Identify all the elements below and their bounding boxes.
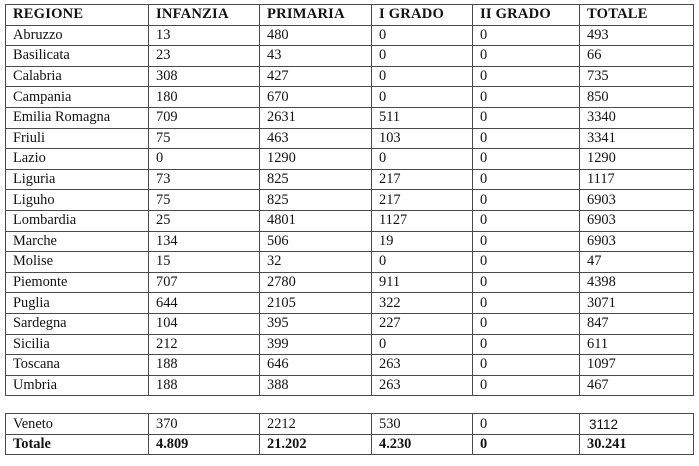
cell-i-grado: 322 [372,293,473,314]
total-infanzia: 4.809 [149,434,260,455]
cell-totale: 735 [580,66,694,87]
cell-i-grado: 217 [372,190,473,211]
cell-totale: 3071 [580,293,694,314]
cell-totale: 3112 [580,414,694,435]
cell-i-grado: 1127 [372,210,473,231]
cell-regione: Friuli [6,128,149,149]
cell-primaria: 388 [260,375,372,396]
cell-regione: Lombardia [6,210,149,231]
table-row [6,66,694,87]
total-totale: 30.241 [580,434,694,455]
cell-infanzia: 188 [149,355,260,376]
cell-infanzia: 75 [149,190,260,211]
cell-regione: Calabria [6,66,149,87]
cell-ii-grado: 0 [473,169,580,190]
table-row [6,252,694,273]
cell-infanzia: 188 [149,375,260,396]
cell-ii-grado: 0 [473,334,580,355]
cell-primaria: 2631 [260,107,372,128]
table-row [6,231,694,252]
cell-primaria: 646 [260,355,372,376]
cell-ii-grado: 0 [473,293,580,314]
cell-i-grado: 263 [372,375,473,396]
cell-totale: 47 [580,252,694,273]
cell-infanzia: 15 [149,252,260,273]
cell-totale: 850 [580,87,694,108]
table-row [6,293,694,314]
cell-totale: 4398 [580,272,694,293]
table-row [6,169,694,190]
cell-i-grado: 511 [372,107,473,128]
cell-totale: 493 [580,25,694,46]
region-schools-table-container [5,4,693,455]
table-row [6,149,694,170]
cell-i-grado: 227 [372,313,473,334]
cell-infanzia: 709 [149,107,260,128]
cell-infanzia: 0 [149,149,260,170]
cell-i-grado: 0 [372,25,473,46]
cell-ii-grado: 0 [473,66,580,87]
cell-regione: Veneto [6,414,149,435]
cell-i-grado: 0 [372,334,473,355]
table-row [6,334,694,355]
cell-primaria: 399 [260,334,372,355]
header-regione: REGIONE [6,5,149,26]
cell-totale: 6903 [580,231,694,252]
spacer-row [6,396,694,414]
table-row [6,128,694,149]
cell-ii-grado: 0 [473,46,580,67]
cell-totale: 6903 [580,210,694,231]
cell-ii-grado: 0 [473,25,580,46]
cell-i-grado: 0 [372,87,473,108]
cell-totale: 847 [580,313,694,334]
cell-totale: 3340 [580,107,694,128]
cell-primaria: 1290 [260,149,372,170]
cell-ii-grado: 0 [473,190,580,211]
spacer-cell [6,396,149,414]
cell-ii-grado: 0 [473,252,580,273]
cell-primaria: 2780 [260,272,372,293]
cell-i-grado: 530 [372,414,473,435]
cell-infanzia: 75 [149,128,260,149]
cell-totale: 1290 [580,149,694,170]
cell-ii-grado: 0 [473,414,580,435]
cell-ii-grado: 0 [473,149,580,170]
cell-i-grado: 263 [372,355,473,376]
header-infanzia: INFANZIA [149,5,260,26]
cell-i-grado: 0 [372,149,473,170]
cell-primaria: 2212 [260,414,372,435]
cell-primaria: 427 [260,66,372,87]
cell-regione: Marche [6,231,149,252]
spacer-cell [372,396,473,414]
total-primaria: 21.202 [260,434,372,455]
cell-totale: 1117 [580,169,694,190]
cell-infanzia: 104 [149,313,260,334]
cell-infanzia: 644 [149,293,260,314]
cell-primaria: 43 [260,46,372,67]
cell-i-grado: 0 [372,66,473,87]
table-row-totale [6,434,694,455]
cell-i-grado: 19 [372,231,473,252]
total-ii-grado: 0 [473,434,580,455]
cell-infanzia: 23 [149,46,260,67]
cell-regione: Abruzzo [6,25,149,46]
header-ii-grado: II GRADO [473,5,580,26]
cell-i-grado: 217 [372,169,473,190]
cell-primaria: 463 [260,128,372,149]
cell-ii-grado: 0 [473,375,580,396]
cell-primaria: 825 [260,190,372,211]
spacer-cell [580,396,694,414]
cell-i-grado: 103 [372,128,473,149]
table-row [6,210,694,231]
cell-infanzia: 134 [149,231,260,252]
spacer-cell [473,396,580,414]
cell-ii-grado: 0 [473,272,580,293]
cell-infanzia: 707 [149,272,260,293]
spacer-cell [149,396,260,414]
cell-primaria: 32 [260,252,372,273]
cell-primaria: 480 [260,25,372,46]
cell-regione: Lazio [6,149,149,170]
table-row [6,313,694,334]
cell-regione: Basilicata [6,46,149,67]
header-totale: TOTALE [580,5,694,26]
cell-ii-grado: 0 [473,231,580,252]
table-row [6,25,694,46]
table-row [6,355,694,376]
cell-totale: 611 [580,334,694,355]
cell-infanzia: 212 [149,334,260,355]
cell-ii-grado: 0 [473,355,580,376]
total-i-grado: 4.230 [372,434,473,455]
cell-regione: Sardegna [6,313,149,334]
cell-regione: Piemonte [6,272,149,293]
cell-primaria: 825 [260,169,372,190]
cell-infanzia: 13 [149,25,260,46]
cell-i-grado: 0 [372,252,473,273]
cell-regione: Liguria [6,169,149,190]
cell-infanzia: 25 [149,210,260,231]
table-row [6,87,694,108]
cell-totale: 3341 [580,128,694,149]
cell-infanzia: 73 [149,169,260,190]
cell-primaria: 395 [260,313,372,334]
table-row [6,190,694,211]
cell-ii-grado: 0 [473,87,580,108]
cell-totale: 6903 [580,190,694,211]
cell-regione: Campania [6,87,149,108]
cell-primaria: 670 [260,87,372,108]
cell-infanzia: 370 [149,414,260,435]
cell-totale: 66 [580,46,694,67]
cell-infanzia: 180 [149,87,260,108]
cell-regione: Emilia Romagna [6,107,149,128]
cell-i-grado: 911 [372,272,473,293]
header-primaria: PRIMARIA [260,5,372,26]
table-row [6,272,694,293]
cell-regione: Umbria [6,375,149,396]
total-label: Totale [6,434,149,455]
header-row [6,5,694,26]
cell-regione: Liguho [6,190,149,211]
table-row [6,107,694,128]
table-row [6,375,694,396]
spacer-cell [260,396,372,414]
region-schools-table [5,4,694,455]
cell-infanzia: 308 [149,66,260,87]
cell-i-grado: 0 [372,46,473,67]
header-i-grado: I GRADO [372,5,473,26]
cell-regione: Puglia [6,293,149,314]
cell-primaria: 506 [260,231,372,252]
cell-totale: 467 [580,375,694,396]
table-row-veneto [6,414,694,435]
cell-regione: Sicilia [6,334,149,355]
cell-ii-grado: 0 [473,107,580,128]
cell-ii-grado: 0 [473,210,580,231]
cell-primaria: 4801 [260,210,372,231]
cell-regione: Molise [6,252,149,273]
cell-totale: 1097 [580,355,694,376]
table-row [6,46,694,67]
table-body [6,25,694,396]
cell-ii-grado: 0 [473,128,580,149]
cell-ii-grado: 0 [473,313,580,334]
cell-primaria: 2105 [260,293,372,314]
cell-regione: Toscana [6,355,149,376]
